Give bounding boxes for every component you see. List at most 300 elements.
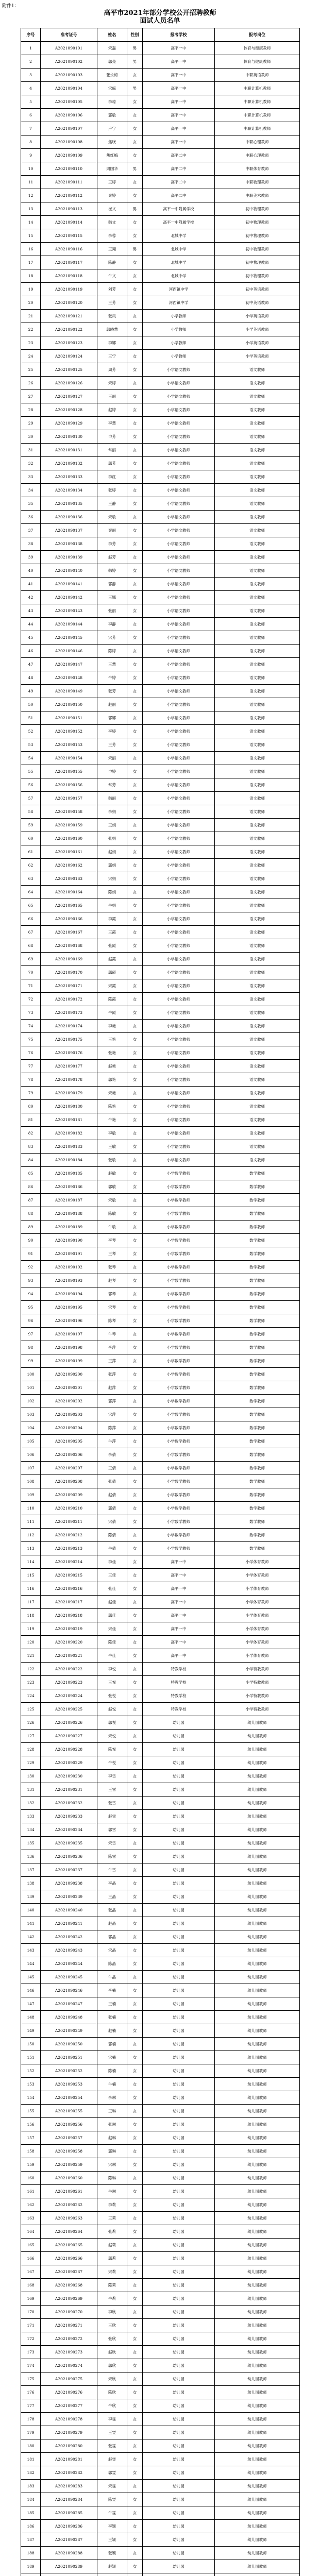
cell-no: 186 (21, 2520, 41, 2533)
cell-exam-id: A2021090182 (41, 1127, 97, 1140)
cell-exam-id: A2021090252 (41, 2064, 97, 2078)
cell-sex: 女 (127, 1609, 143, 1622)
cell-post: 语文教师 (215, 685, 300, 698)
table-row (21, 1274, 300, 1287)
cell-name: 郭琳 (97, 2145, 127, 2158)
table-row (21, 591, 300, 604)
cell-sex: 女 (127, 1515, 143, 1529)
cell-school: 小学语文教师 (143, 899, 215, 912)
cell-exam-id: A2021090175 (41, 1033, 97, 1046)
cell-school: 幼儿园 (143, 2091, 215, 2105)
cell-no: 79 (21, 1087, 41, 1100)
cell-name: 韩丽 (97, 792, 127, 805)
cell-no: 119 (21, 1622, 41, 1636)
cell-post: 小学英语教师 (215, 323, 300, 336)
cell-school: 高平一中 (143, 135, 215, 149)
cell-school: 幼儿园 (143, 2292, 215, 2306)
cell-sex: 女 (127, 899, 143, 912)
table-row (21, 1984, 300, 1997)
cell-post: 幼儿园教师 (215, 1930, 300, 1944)
cell-sex: 女 (127, 966, 143, 979)
cell-sex: 女 (127, 591, 143, 604)
cell-post: 幼儿园教师 (215, 2386, 300, 2399)
cell-no: 6 (21, 109, 41, 122)
table-row (21, 2239, 300, 2252)
cell-exam-id: A2021090193 (41, 1274, 97, 1287)
cell-sex: 女 (127, 2051, 143, 2064)
cell-school: 幼儿园 (143, 1850, 215, 1863)
cell-exam-id: A2021090217 (41, 1596, 97, 1609)
cell-exam-id: A2021090196 (41, 1314, 97, 1328)
table-row (21, 323, 300, 336)
cell-exam-id: A2021090165 (41, 899, 97, 912)
cell-name: 牛倩 (97, 1542, 127, 1555)
cell-school: 小学语文教师 (143, 1127, 215, 1140)
table-row (21, 1020, 300, 1033)
cell-post: 语文教师 (215, 564, 300, 578)
cell-name: 张佳 (97, 1582, 127, 1596)
cell-school: 高平一中 (143, 1596, 215, 1609)
cell-post: 语文教师 (215, 966, 300, 979)
cell-post: 幼儿园教师 (215, 2506, 300, 2520)
cell-name: 焦晓 (97, 135, 127, 149)
cell-sex: 女 (127, 1555, 143, 1569)
cell-name: 卢宁 (97, 122, 127, 135)
cell-name: 张雯 (97, 2439, 127, 2453)
cell-school: 小学教师 (143, 336, 215, 350)
table-row (21, 390, 300, 403)
cell-post: 幼儿园教师 (215, 2332, 300, 2346)
cell-exam-id: A2021090232 (41, 1797, 97, 1810)
cell-sex: 女 (127, 1395, 143, 1408)
cell-school: 小学语文教师 (143, 711, 215, 725)
cell-post: 中职计算机教师 (215, 122, 300, 135)
cell-name: 宋悦 (97, 1730, 127, 1743)
table-row (21, 1823, 300, 1837)
cell-no: 133 (21, 1810, 41, 1823)
cell-post: 幼儿园教师 (215, 1957, 300, 1971)
cell-school: 高平一中 (143, 1609, 215, 1622)
cell-school: 小学语文教师 (143, 979, 215, 993)
cell-no: 87 (21, 1194, 41, 1207)
cell-name: 牛娟 (97, 899, 127, 912)
cell-name: 王悦 (97, 1676, 127, 1689)
cell-name: 牛欣 (97, 2399, 127, 2413)
table-row (21, 1810, 300, 1823)
cell-name: 李晶 (97, 1877, 127, 1890)
cell-school: 幼儿园 (143, 2346, 215, 2359)
cell-post: 数学教师 (215, 1381, 300, 1395)
cell-post: 幼儿园教师 (215, 2252, 300, 2265)
table-row (21, 578, 300, 591)
table-row (21, 350, 300, 363)
cell-sex: 女 (127, 1167, 143, 1180)
cell-sex: 女 (127, 269, 143, 283)
cell-no: 118 (21, 1609, 41, 1622)
cell-name: 郭敏 (97, 109, 127, 122)
cell-no: 89 (21, 1221, 41, 1234)
cell-exam-id: A2021090279 (41, 2426, 97, 2439)
cell-no: 177 (21, 2399, 41, 2413)
cell-sex: 女 (127, 1261, 143, 1274)
cell-name: 赵艳 (97, 1060, 127, 1073)
cell-school: 小学数学教师 (143, 1408, 215, 1421)
table-row (21, 792, 300, 805)
cell-name: 李莉 (97, 2198, 127, 2212)
cell-post: 语文教师 (215, 872, 300, 886)
cell-post: 语文教师 (215, 752, 300, 765)
cell-exam-id: A2021090162 (41, 859, 97, 872)
cell-no: 105 (21, 1435, 41, 1448)
cell-exam-id: A2021090253 (41, 2078, 97, 2091)
cell-no: 124 (21, 1689, 41, 1703)
cell-exam-id: A2021090204 (41, 1421, 97, 1435)
cell-school: 幼儿园 (143, 2493, 215, 2506)
table-row (21, 2185, 300, 2198)
table-row (21, 1368, 300, 1381)
table-row (21, 1649, 300, 1663)
table-row (21, 993, 300, 1006)
cell-exam-id: A2021090237 (41, 1863, 97, 1877)
cell-sex: 女 (127, 2145, 143, 2158)
cell-sex: 女 (127, 256, 143, 269)
cell-school: 小学数学教师 (143, 1502, 215, 1515)
table-row (21, 2346, 300, 2359)
cell-school: 幼儿园 (143, 2560, 215, 2573)
cell-exam-id: A2021090134 (41, 484, 97, 497)
cell-post: 幼儿园教师 (215, 1997, 300, 2011)
cell-name: 李倩 (97, 1448, 127, 1462)
cell-name: 王楠 (97, 1997, 127, 2011)
cell-no: 156 (21, 2118, 41, 2131)
cell-post: 小学英语教师 (215, 310, 300, 323)
cell-no: 74 (21, 1020, 41, 1033)
cell-post: 幼儿园教师 (215, 1810, 300, 1823)
cell-school: 小学语文教师 (143, 417, 215, 430)
table-row (21, 484, 300, 497)
table-row (21, 1502, 300, 1515)
cell-sex: 女 (127, 2506, 143, 2520)
table-row (21, 2265, 300, 2279)
cell-sex: 女 (127, 698, 143, 711)
table-row (21, 189, 300, 202)
cell-exam-id: A2021090166 (41, 912, 97, 926)
cell-sex: 女 (127, 470, 143, 484)
cell-name: 宋庭 (97, 82, 127, 95)
cell-sex: 男 (127, 82, 143, 95)
table-row (21, 631, 300, 645)
cell-post: 幼儿园教师 (215, 1823, 300, 1837)
cell-no: 95 (21, 1301, 41, 1314)
cell-exam-id: A2021090210 (41, 1502, 97, 1515)
cell-exam-id: A2021090197 (41, 1328, 97, 1341)
cell-post: 语文教师 (215, 979, 300, 993)
cell-post: 语文教师 (215, 1033, 300, 1046)
cell-name: 王佳 (97, 1569, 127, 1582)
col-header-school: 报考学校 (143, 28, 215, 42)
table-row (21, 1863, 300, 1877)
cell-sex: 女 (127, 444, 143, 457)
table-row (21, 1408, 300, 1421)
title-line-1: 高平市2021年部分学校公开招聘教师 (104, 9, 216, 17)
cell-post: 幼儿园教师 (215, 2265, 300, 2279)
cell-sex: 女 (127, 1274, 143, 1287)
cell-name: 牛佳 (97, 1649, 127, 1663)
cell-no: 132 (21, 1797, 41, 1810)
cell-name: 牛琴 (97, 1328, 127, 1341)
cell-no: 19 (21, 283, 41, 296)
cell-exam-id: A2021090121 (41, 310, 97, 323)
table-row (21, 1381, 300, 1395)
table-row (21, 202, 300, 216)
cell-post: 语文教师 (215, 1087, 300, 1100)
cell-post: 体育与健康教师 (215, 42, 300, 55)
cell-no: 39 (21, 551, 41, 564)
table-row (21, 899, 300, 912)
cell-name: 王丽 (97, 390, 127, 403)
cell-school: 特教学校 (143, 1703, 215, 1716)
cell-sex: 女 (127, 725, 143, 738)
cell-sex: 女 (127, 832, 143, 845)
cell-post: 语文教师 (215, 497, 300, 511)
cell-name: 李静 (97, 618, 127, 631)
cell-name: 申婷 (97, 765, 127, 778)
cell-sex: 女 (127, 1073, 143, 1087)
cell-sex: 女 (127, 149, 143, 162)
cell-exam-id: A2021090261 (41, 2185, 97, 2198)
cell-exam-id: A2021090209 (41, 1488, 97, 1502)
cell-sex: 女 (127, 2560, 143, 2573)
cell-school: 幼儿园 (143, 1823, 215, 1837)
table-row (21, 497, 300, 511)
table-row (21, 979, 300, 993)
cell-name: 陈琳 (97, 2172, 127, 2185)
cell-exam-id: A2021090161 (41, 845, 97, 859)
table-row (21, 1609, 300, 1622)
cell-school: 幼儿园 (143, 2078, 215, 2091)
cell-no: 28 (21, 403, 41, 417)
cell-no: 149 (21, 2024, 41, 2038)
cell-post: 幼儿园教师 (215, 2319, 300, 2332)
cell-sex: 女 (127, 912, 143, 926)
cell-post: 数学教师 (215, 1247, 300, 1261)
cell-no: 3 (21, 69, 41, 82)
cell-exam-id: A2021090263 (41, 2212, 97, 2225)
cell-name: 李楠 (97, 1984, 127, 1997)
cell-school: 小学语文教师 (143, 778, 215, 792)
cell-school: 小学语文教师 (143, 1060, 215, 1073)
cell-no: 93 (21, 1274, 41, 1287)
table-row (21, 1783, 300, 1797)
cell-exam-id: A2021090281 (41, 2453, 97, 2466)
cell-sex: 女 (127, 1502, 143, 1515)
cell-post: 语文教师 (215, 912, 300, 926)
cell-sex: 女 (127, 524, 143, 537)
cell-name: 王艳 (97, 1033, 127, 1046)
cell-sex: 女 (127, 2520, 143, 2533)
cell-sex: 女 (127, 1341, 143, 1354)
cell-name: 陈倩 (97, 1529, 127, 1542)
cell-post: 语文教师 (215, 845, 300, 859)
cell-school: 小学语文教师 (143, 926, 215, 939)
cell-sex: 女 (127, 390, 143, 403)
cell-school: 小学数学教师 (143, 1234, 215, 1247)
table-row (21, 2051, 300, 2064)
cell-no: 172 (21, 2332, 41, 2346)
cell-sex: 女 (127, 69, 143, 82)
cell-post: 幼儿园教师 (215, 2439, 300, 2453)
table-row (21, 69, 300, 82)
table-row (21, 564, 300, 578)
cell-exam-id: A2021090262 (41, 2198, 97, 2212)
cell-exam-id: A2021090186 (41, 1180, 97, 1194)
cell-sex: 女 (127, 2426, 143, 2439)
cell-name: 宋琴 (97, 1301, 127, 1314)
cell-exam-id: A2021090283 (41, 2480, 97, 2493)
cell-name: 张琳 (97, 2118, 127, 2131)
cell-post: 中职计算机教师 (215, 109, 300, 122)
cell-no: 138 (21, 1877, 41, 1890)
cell-school: 幼儿园 (143, 1877, 215, 1890)
cell-post: 语文教师 (215, 484, 300, 497)
cell-post: 小学体育教师 (215, 1609, 300, 1622)
cell-name: 陈雪 (97, 1850, 127, 1863)
table-row (21, 2118, 300, 2131)
table-body (21, 42, 300, 2576)
cell-no: 25 (21, 363, 41, 377)
cell-exam-id: A2021090287 (41, 2533, 97, 2547)
cell-post: 语文教师 (215, 444, 300, 457)
table-row (21, 604, 300, 618)
table-row (21, 966, 300, 979)
cell-exam-id: A2021090239 (41, 1890, 97, 1904)
cell-sex: 女 (127, 993, 143, 1006)
cell-name: 陈艳 (97, 1100, 127, 1113)
cell-no: 38 (21, 537, 41, 551)
table-row (21, 2105, 300, 2118)
cell-sex: 女 (127, 2399, 143, 2413)
cell-post: 幼儿园教师 (215, 2279, 300, 2292)
cell-no: 123 (21, 1676, 41, 1689)
cell-no: 64 (21, 886, 41, 899)
cell-post: 数学教师 (215, 1261, 300, 1274)
cell-school: 小学语文教师 (143, 470, 215, 484)
cell-no: 141 (21, 1917, 41, 1930)
cell-sex: 女 (127, 926, 143, 939)
cell-exam-id: A2021090178 (41, 1073, 97, 1087)
cell-school: 幼儿园 (143, 2172, 215, 2185)
cell-sex: 女 (127, 2466, 143, 2480)
cell-post: 幼儿园教师 (215, 2185, 300, 2198)
cell-no: 122 (21, 1663, 41, 1676)
table-row (21, 685, 300, 698)
cell-no: 134 (21, 1823, 41, 1837)
cell-school: 小学数学教师 (143, 1207, 215, 1221)
cell-name: 张萍 (97, 1368, 127, 1381)
cell-exam-id: A2021090208 (41, 1475, 97, 1488)
cell-name: 赵欣 (97, 2346, 127, 2359)
cell-school: 小学语文教师 (143, 658, 215, 671)
cell-exam-id: A2021090174 (41, 1020, 97, 1033)
cell-school: 小学语文教师 (143, 444, 215, 457)
cell-post: 幼儿园教师 (215, 1730, 300, 1743)
cell-post: 小学体育教师 (215, 1596, 300, 1609)
cell-school: 幼儿园 (143, 2185, 215, 2198)
cell-sex: 女 (127, 1823, 143, 1837)
cell-no: 143 (21, 1944, 41, 1957)
cell-post: 初中物理教师 (215, 243, 300, 256)
cell-school: 幼儿园 (143, 2038, 215, 2051)
cell-school: 小学语文教师 (143, 430, 215, 444)
cell-exam-id: A2021090216 (41, 1582, 97, 1596)
cell-post: 幼儿园教师 (215, 2011, 300, 2024)
cell-exam-id: A2021090246 (41, 1984, 97, 1997)
cell-school: 小学数学教师 (143, 1247, 215, 1261)
cell-sex: 女 (127, 2239, 143, 2252)
cell-post: 语文教师 (215, 1100, 300, 1113)
cell-name: 赵悦 (97, 1703, 127, 1716)
cell-no: 50 (21, 698, 41, 711)
cell-exam-id: A2021090138 (41, 537, 97, 551)
cell-name: 赵琴 (97, 1274, 127, 1287)
cell-sex: 女 (127, 2265, 143, 2279)
cell-no: 106 (21, 1448, 41, 1462)
table-row (21, 109, 300, 122)
cell-post: 幼儿园教师 (215, 2413, 300, 2426)
cell-sex: 女 (127, 176, 143, 189)
cell-post: 语文教师 (215, 551, 300, 564)
cell-name: 王琳 (97, 2105, 127, 2118)
cell-post: 初中物理教师 (215, 229, 300, 243)
cell-name: 王宁 (97, 350, 127, 363)
table-row (21, 1957, 300, 1971)
cell-school: 小学语文教师 (143, 537, 215, 551)
cell-school: 小学语文教师 (143, 497, 215, 511)
cell-school: 小学数学教师 (143, 1462, 215, 1475)
cell-exam-id: A2021090125 (41, 363, 97, 377)
cell-no: 82 (21, 1127, 41, 1140)
cell-name: 赵佳 (97, 1596, 127, 1609)
cell-no: 41 (21, 578, 41, 591)
cell-sex: 女 (127, 738, 143, 752)
cell-exam-id: A2021090284 (41, 2493, 97, 2506)
cell-school: 幼儿园 (143, 2198, 215, 2212)
cell-school: 高平一中 (143, 1582, 215, 1596)
cell-school: 幼儿园 (143, 2480, 215, 2493)
cell-school: 小学语文教师 (143, 1100, 215, 1113)
cell-exam-id: A2021090122 (41, 323, 97, 336)
cell-sex: 女 (127, 1904, 143, 1917)
cell-no: 114 (21, 1555, 41, 1569)
cell-post: 初中物理教师 (215, 202, 300, 216)
table-row (21, 2332, 300, 2346)
cell-post: 初中物理教师 (215, 269, 300, 283)
cell-post: 幼儿园教师 (215, 1877, 300, 1890)
cell-exam-id: A2021090226 (41, 1716, 97, 1730)
cell-school: 幼儿园 (143, 1730, 215, 1743)
table-row (21, 363, 300, 377)
cell-post: 数学教师 (215, 1368, 300, 1381)
cell-no: 170 (21, 2306, 41, 2319)
table-row (21, 377, 300, 390)
cell-exam-id: A2021090180 (41, 1100, 97, 1113)
cell-exam-id: A2021090200 (41, 1368, 97, 1381)
cell-sex: 女 (127, 1743, 143, 1756)
cell-sex: 女 (127, 2225, 143, 2239)
cell-post: 语文教师 (215, 1154, 300, 1167)
cell-name: 赵莉 (97, 2239, 127, 2252)
cell-name: 张霞 (97, 939, 127, 953)
